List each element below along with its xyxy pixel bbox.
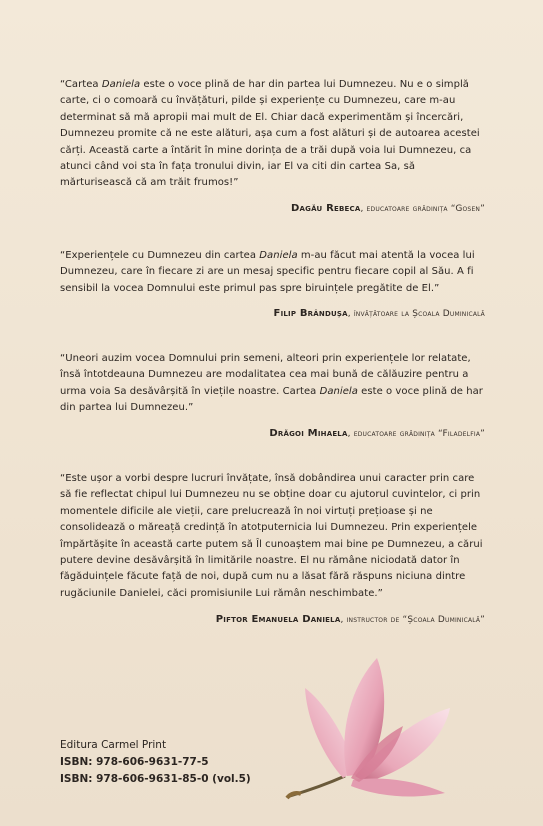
author-name: Dagău Rebeca [291, 202, 361, 214]
testimonial-text: “Cartea Daniela este o voce plină de har din partea lui Dumnezeu. Nu e o simplă carte, ci o comoară cu învățături, pilde și experiențe cu Dumnezeu, care m-au determinat să mă apropii mai mult de El. Chiar dacă experimentăm și încercări, Dumnezeu promite că ne este alături, așa cum a fost alături și de autoarea acestei cărți. Această carte a întărit în mine dorința de a trăi după voia lui Dumnezeu, ca atunci când voi sta în fața tronului divin, iar El va citi din cartea Sa, să mărturisească că am trăit frumos!” [60, 79, 480, 189]
author-role: , educatoare grădinița “Filadelfia” [347, 428, 485, 439]
testimonial-3 [60, 351, 485, 439]
testimonial-author [60, 614, 485, 625]
testimonial-author [60, 428, 485, 439]
publisher-name: Editura Carmel Print [60, 739, 167, 751]
author-role: , educatoare grădinița “Gosen” [360, 203, 485, 214]
isbn-2: ISBN: 978-606-9631-85-0 (vol.5) [60, 773, 251, 785]
testimonial-author [60, 203, 485, 214]
testimonial-2 [60, 248, 485, 319]
testimonial-4 [60, 471, 485, 625]
publisher-info [60, 737, 280, 788]
magnolia-flower-icon [285, 648, 465, 808]
author-name: Piftor Emanuela Daniela [215, 614, 341, 626]
testimonial-text: “Este ușor a vorbi despre lucruri învățate, însă dobândirea unui caracter prin care să fie reflectat chipul lui Dumnezeu nu se obține doar cu ajutorul cuvintelor, ci prin momentele dificile ale vieții, care prelucrează în noi virtuți prețioase și ne consolidează o măreață credință în atotputernicia lui Dumnezeu. Prin experiențele împărtășite în această carte putem să Îl cunoaștem mai bine pe Dumnezeu, a cărui putere devine desăvârșită în limitările noastre. El nu rămâne niciodată dator în făgăduințele făcute față de noi, după cum nu a lăsat fără răspuns niciuna dintre rugăciunile Danielei, căci promisiunile Lui rămân neschimbate.” [60, 473, 483, 599]
testimonial-text: “Uneori auzim vocea Domnului prin semeni, alteori prin experiențele lor relatate, însă întotdeauna Dumnezeu are modalitatea cea mai bună de călăuzire pentru a urma voia Sa desăvârșită în viețile noastre. Cartea Daniela este o voce plină de har din partea lui Dumnezeu.” [60, 353, 483, 414]
book-title-italic: Daniela [319, 385, 358, 397]
author-name: Filip Brândușa [273, 308, 348, 320]
book-title-italic: Daniela [259, 250, 298, 261]
book-title-italic: Daniela [101, 79, 141, 90]
testimonial-author [60, 308, 485, 319]
author-role: , învățătoare la Școala Duminicală [347, 309, 485, 320]
author-name: Drăgoi Mihaela [269, 427, 348, 439]
testimonial-text: “Experiențele cu Dumnezeu din cartea Daniela m-au făcut mai atentă la vocea lui Dumnezeu, care în fiecare zi are un mesaj specific pentru fiecare copil al Său. A fi sensibil la vocea Domnului este primul pas spre biruințele pregătite de El.” [60, 250, 475, 294]
isbn-1: ISBN: 978-606-9631-77-5 [60, 756, 209, 768]
testimonial-1 [60, 77, 485, 214]
author-role: , instructor de “Școala Duminicală” [340, 615, 485, 626]
